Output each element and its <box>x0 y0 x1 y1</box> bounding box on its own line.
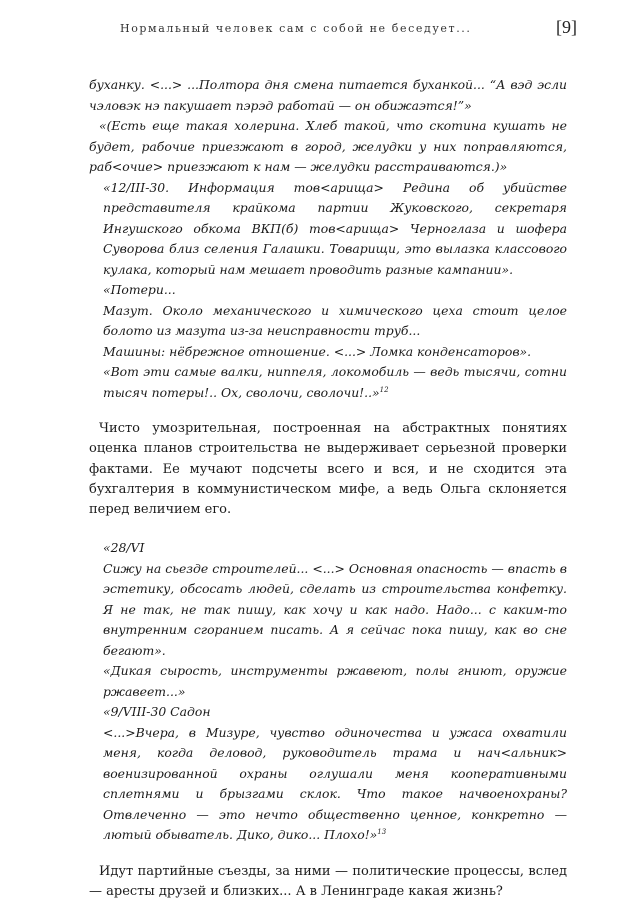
quote-block-1 <box>89 75 567 178</box>
quote-paragraph <box>103 362 567 403</box>
footnote-marker: 13 <box>377 828 387 837</box>
page-number: [9] <box>556 17 577 37</box>
running-header: Нормальный человек сам с собой не беседует... <box>120 22 472 35</box>
quote-paragraph: «12/III-30. Информация тов<арища> Редина об убийстве представителя крайкома партии Жуковского, секретаря Ингушского обкома ВКП(б) тов<арища> Черноглаза и шофера Суворова близ селения Галашки. Товарищи, это вылазка классового кулака, который нам мешает проводить разные кампании». <box>103 179 567 277</box>
quote-paragraph: «Дикая сырость, инструменты ржавеют, полы гниют, оружие ржавеет...» <box>103 663 567 699</box>
body-paragraph: Идут партийные съезды, за ними — политические процессы, вслед — аресты друзей и близких... А в Ленинграде какая жизнь? <box>89 863 567 900</box>
body-paragraph: Чисто умозрительная, построенная на абстрактных понятиях оценка планов строительства не выдерживает серьезной проверки фактами. Ее мучают подсчеты всего и вся, и не сходится эта бухгалтерия в коммунистическом мифе, а ведь Ольга склоняется перед величием его. <box>89 421 567 518</box>
quote-paragraph: Машины: нёбрежное отношение. <...> Ломка конденсаторов». <box>103 343 532 359</box>
quote-text: «Вот эти самые валки, ниппеля, локомобиль — ведь тысячи, сотни тысяч потеры!.. Ох, сволочи, сволочи!..» <box>103 364 567 400</box>
quote-paragraph: Сижу на сьезде строителей... <...> Основная опасность — впасть в эстетику, обсосать людей, сделать из строительства конфетку. Я не так, не так пишу, как хочу и как надо. Надо... с каким-то внутренним сгоранием писать. А я сейчас пока пишу, как во сне бегают». <box>103 560 567 658</box>
quote-paragraph <box>103 723 567 846</box>
quote-block-2 <box>103 178 567 404</box>
quote-paragraph: «Потери... <box>103 282 176 297</box>
quote-paragraph: «(Есть еще такая холерина. Хлеб такой, что скотина кушать не будет, рабочие приезжают в город, желудки у них поправляются, раб<очие> приезжают к нам — желудки расстраиваются.)» <box>89 118 567 174</box>
quote-paragraph: «28/VI <box>103 540 145 556</box>
quote-text: <...>Вчера, в Мизуре, чувство одиночества и ужаса охватили меня, когда деловод, руководитель трама и нач<альник> военизированной охраны оглушали меня кооперативными сплетнями и брызгами склок. Что такое начвоенохраны? Отвлеченно — это нечто общественно ценное, конкретно — лютый обыватель. Дико, дико... Плохо!» <box>103 724 567 843</box>
footnote-marker: 12 <box>379 385 389 394</box>
quote-paragraph: буханку. <...> ...Полтора дня смена питается буханкой... “А вэд эсли чэловэк нэ пакушает пэрэд работай — он обижаэтся!”» <box>89 77 567 113</box>
quote-paragraph: Мазут. Около механического и химического цеха стоит целое болото из мазута из-за неисправности труб... <box>103 302 567 338</box>
quote-paragraph: «9/VIII-30 Садон <box>103 704 211 720</box>
page-body <box>89 75 567 903</box>
